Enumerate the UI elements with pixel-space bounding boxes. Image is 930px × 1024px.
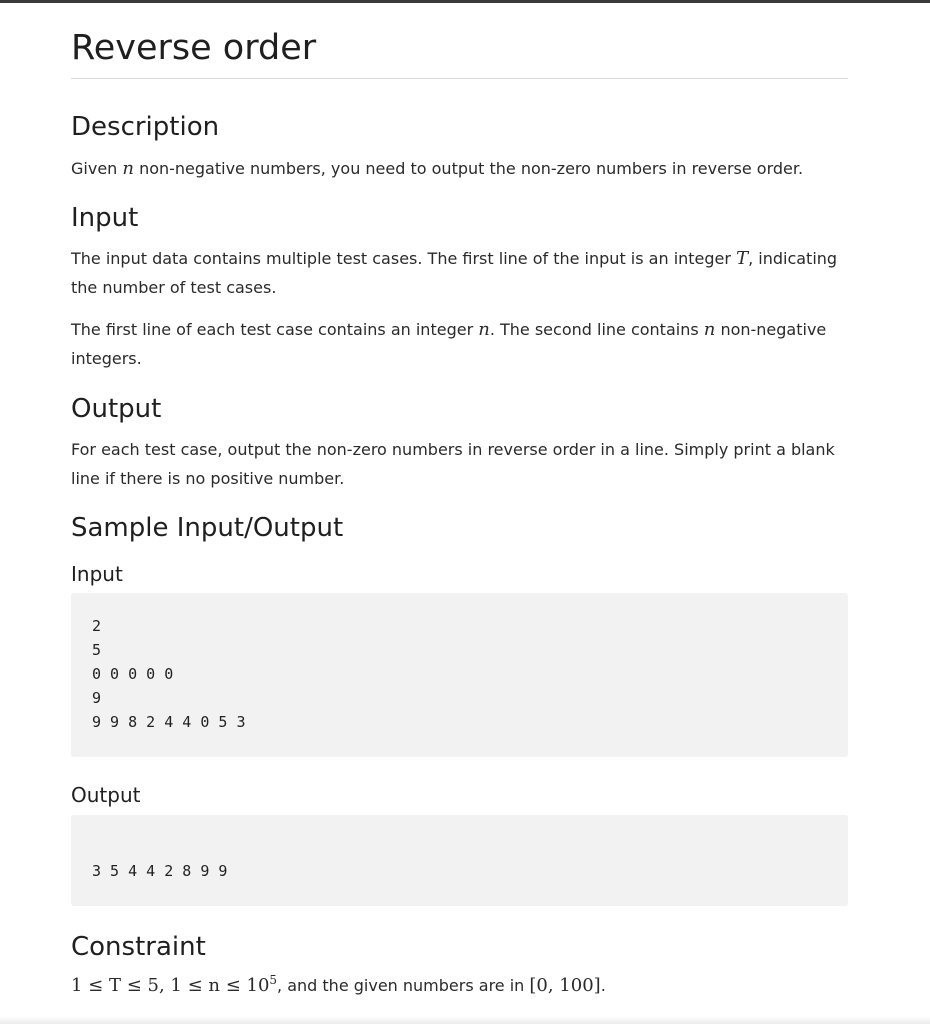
sample-output-block — [71, 815, 848, 906]
constraint-math — [71, 975, 277, 996]
description-text-start: Given — [71, 159, 123, 178]
constraint-text — [71, 971, 848, 1000]
window-bottom-shadow — [0, 1016, 930, 1024]
input-p1-end: , indicating the number of test cases. — [71, 249, 838, 297]
title-divider — [71, 78, 848, 79]
input-p2-middle: . The second line contains — [489, 320, 704, 339]
input-paragraph-1 — [71, 244, 848, 302]
sample-input-label: Input — [71, 562, 123, 586]
description-text-end: non-negative numbers, you need to output the non-zero numbers in reverse order. — [133, 159, 804, 178]
output-heading: Output — [71, 394, 162, 424]
math-var-n: n — [478, 319, 490, 340]
sample-input-line: 5 — [92, 641, 102, 659]
sample-output-line — [92, 835, 848, 859]
sample-heading: Sample Input/Output — [71, 513, 344, 543]
sample-output-line: 3 5 4 4 2 8 9 9 — [92, 862, 228, 880]
description-heading: Description — [71, 112, 220, 142]
input-paragraph-2 — [71, 315, 848, 373]
sample-output-line — [92, 883, 848, 907]
input-p2-start: The first line of each test case contains an integer — [71, 320, 479, 339]
output-text: For each test case, output the non-zero numbers in reverse order in a line. Simply print a blank line if there is no positive number. — [71, 440, 835, 488]
constraint-range: [0, 100] — [529, 975, 601, 996]
constraint-math-prefix: 1 ≤ T ≤ 5, 1 ≤ n ≤ 10 — [71, 975, 270, 996]
constraint-math-exponent: 5 — [269, 973, 278, 987]
constraint-text-middle: , and the given numbers are in — [277, 976, 530, 995]
sample-input-block — [71, 593, 848, 757]
input-heading: Input — [71, 203, 139, 233]
window-top-border — [0, 0, 930, 3]
math-var-n: n — [703, 319, 716, 340]
math-var-n: n — [122, 158, 134, 179]
sample-input-line: 2 — [92, 617, 102, 635]
input-p2-end: non-negative integers. — [71, 320, 827, 368]
page-title: Reverse order — [71, 28, 317, 68]
input-p1-start: The input data contains multiple test cases. The first line of the input is an integer — [71, 249, 737, 268]
description-text — [71, 154, 848, 183]
math-var-T: T — [736, 248, 749, 269]
sample-input-line: 9 — [92, 689, 102, 707]
sample-output-label: Output — [71, 783, 141, 807]
constraint-text-end: . — [600, 976, 606, 995]
sample-input-line: 0 0 0 0 0 — [92, 665, 174, 683]
constraint-heading: Constraint — [71, 932, 206, 962]
sample-input-line: 9 9 8 2 4 4 0 5 3 — [92, 713, 246, 731]
